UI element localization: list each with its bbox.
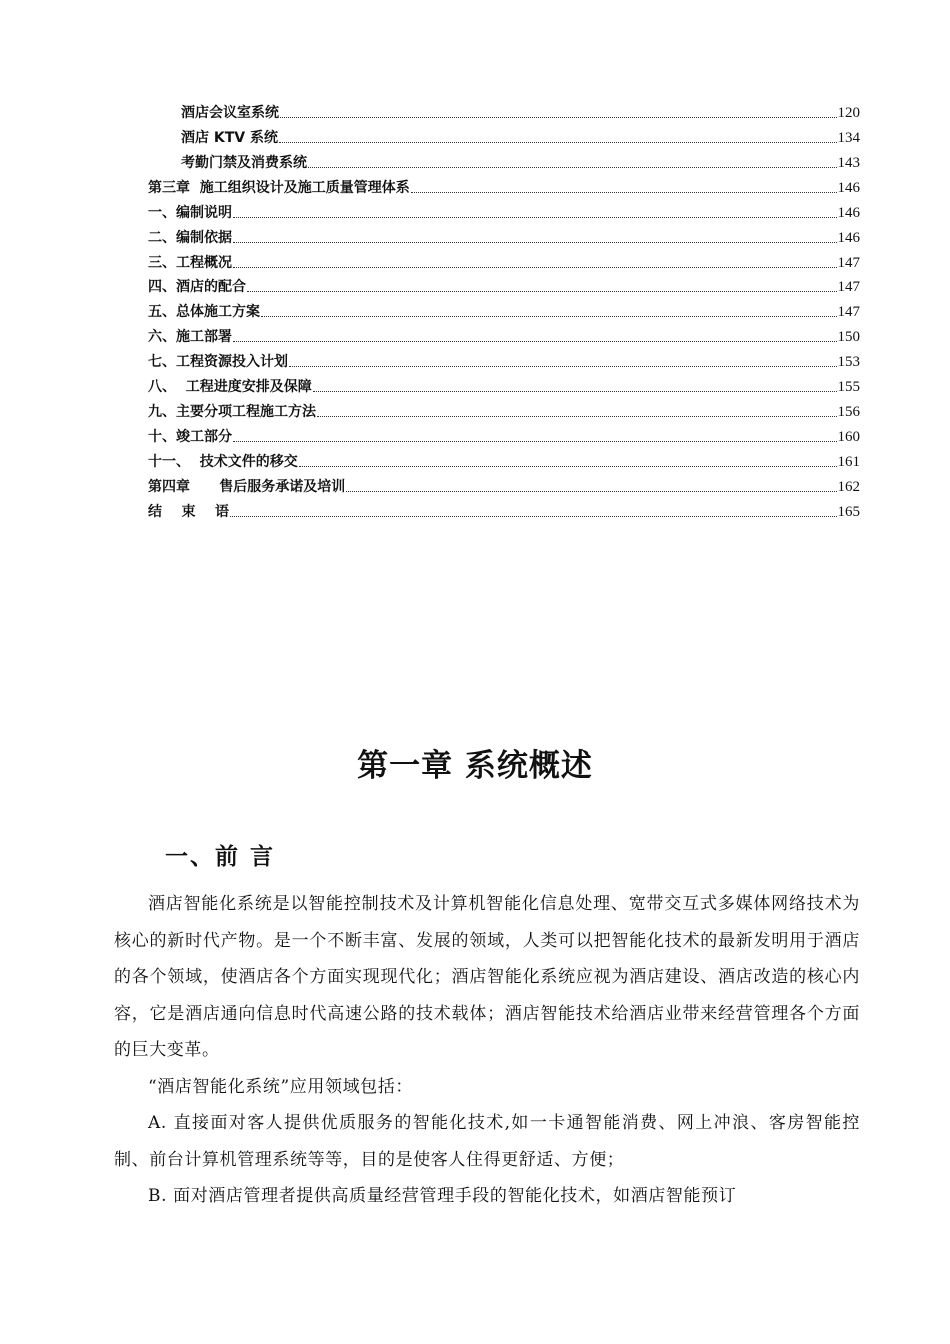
toc-entry-title: 考勤门禁及消费系统 [181, 155, 307, 171]
toc-entry-page: 146 [837, 180, 860, 196]
toc-entry-page: 143 [837, 155, 860, 171]
toc-leader-dots [279, 142, 837, 143]
toc-entry-title: 二、编制依据 [148, 230, 232, 246]
toc-entry-title: 结 束 语 [148, 504, 229, 520]
toc-leader-dots [233, 341, 837, 342]
toc-leader-dots [233, 267, 837, 268]
toc-leader-dots [289, 366, 837, 367]
toc-entry-page: 120 [837, 105, 860, 121]
toc-entry-page: 155 [837, 379, 860, 395]
toc-entry[interactable] [148, 200, 860, 222]
toc-leader-dots [261, 316, 837, 317]
toc-entry[interactable] [148, 324, 860, 346]
toc-leader-dots [233, 441, 837, 442]
toc-entry[interactable] [148, 499, 860, 521]
toc-entry-title: 第四章 售后服务承诺及培训 [148, 479, 346, 495]
paragraph: B. 面对酒店管理者提供高质量经营管理手段的智能化技术，如酒店智能预订 [148, 1186, 737, 1206]
chapter-title: 第一章 系统概述 [357, 748, 593, 784]
toc-entry-page: 150 [837, 329, 860, 345]
toc-entry-title: 一、编制说明 [148, 205, 232, 221]
toc-entry-page: 160 [837, 429, 860, 445]
toc-entry-title: 六、施工部署 [148, 329, 232, 345]
toc-leader-dots [308, 167, 837, 168]
toc-leader-dots [346, 491, 836, 492]
toc-leader-dots [317, 416, 837, 417]
toc-entry-page: 147 [837, 304, 860, 320]
toc-entry-title: 酒店 KTV 系统 [181, 130, 278, 146]
toc-entry[interactable] [148, 175, 860, 197]
toc-leader-dots [230, 516, 837, 517]
toc-entry-page: 156 [837, 404, 860, 420]
toc-leader-dots [233, 217, 837, 218]
toc-leader-dots [233, 242, 837, 243]
toc-entry[interactable] [148, 349, 860, 371]
toc-leader-dots [280, 117, 837, 118]
toc-entry[interactable] [148, 424, 860, 446]
toc-entry-title: 十一、 技术文件的移交 [148, 454, 298, 470]
toc-entry[interactable] [181, 100, 860, 122]
paragraph: “酒店智能化系统”应用领域包括： [148, 1076, 413, 1097]
toc-entry[interactable] [148, 274, 860, 296]
toc-entry-title: 十、竣工部分 [148, 429, 232, 445]
toc-leader-dots [247, 291, 837, 292]
toc-entry[interactable] [148, 250, 860, 272]
toc-entry-title: 三、工程概况 [148, 255, 232, 271]
toc-leader-dots [411, 192, 837, 193]
toc-entry[interactable] [181, 125, 860, 147]
toc-entry-title: 五、总体施工方案 [148, 304, 260, 320]
toc-entry-title: 九、主要分项工程施工方法 [148, 404, 316, 420]
toc-entry[interactable] [148, 474, 860, 496]
toc-entry[interactable] [148, 449, 860, 471]
toc-leader-dots [313, 391, 837, 392]
paragraph: 酒店智能化系统是以智能控制技术及计算机智能化信息处理、宽带交互式多媒体网络技术为核心的新时代产物。是一个不断丰富、发展的领域，人类可以把智能化技术的最新发明用于酒店的各个领域，使酒店各个方面实现现代化；酒店智能化系统应视为酒店建设、酒店改造的核心内容，它是酒店通向信息时代高速公路的技术载体；酒店智能技术给酒店业带来经营管理各个方面的巨大变革。 [114, 894, 860, 1060]
section-title: 一、前 言 [165, 844, 276, 870]
toc-entry-page: 165 [837, 504, 860, 520]
toc-entry[interactable] [181, 150, 860, 172]
paragraph: A. 直接面对客人提供优质服务的智能化技术,如一卡通智能消费、网上冲浪、客房智能控制、前台计算机管理系统等等，目的是使客人住得更舒适、方便； [114, 1113, 860, 1170]
toc-entry-title: 第三章 施工组织设计及施工质量管理体系 [148, 180, 410, 196]
toc-entry-page: 147 [837, 279, 860, 295]
toc-entry-page: 153 [837, 354, 860, 370]
toc-entry-page: 146 [837, 205, 860, 221]
toc-entry-title: 八、 工程进度安排及保障 [148, 379, 312, 395]
toc-entry[interactable] [148, 299, 860, 321]
toc-entry-page: 134 [837, 130, 860, 146]
toc-entry-title: 酒店会议室系统 [181, 105, 279, 121]
toc-entry-page: 161 [837, 454, 860, 470]
toc-entry[interactable] [148, 374, 860, 396]
toc-entry-page: 147 [837, 255, 860, 271]
toc-entry-title: 七、工程资源投入计划 [148, 354, 288, 370]
toc-leader-dots [299, 466, 837, 467]
toc-entry-page: 162 [837, 479, 860, 495]
toc-entry-page: 146 [837, 230, 860, 246]
toc-entry[interactable] [148, 225, 860, 247]
toc-entry-title: 四、酒店的配合 [148, 279, 246, 295]
toc-entry[interactable] [148, 399, 860, 421]
body-text [114, 886, 860, 1215]
